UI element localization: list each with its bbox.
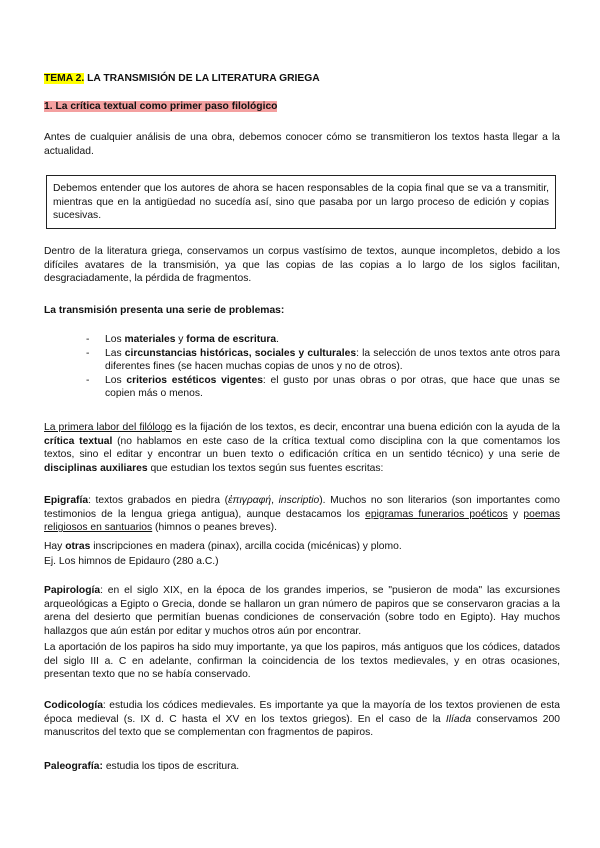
epigrafia-example: Ej. Los himnos de Epidauro (280 a.C.) <box>44 556 219 567</box>
corpus-paragraph: Dentro de la literatura griega, conservamos un corpus vastísimo de textos, aunque incompletos, debido a los difíciles avatares de la transmisión, ya que las copias de las copias a lo largo de los siglos facilitan, desgraciadamente, la pérdida de fragmentos. <box>44 246 560 285</box>
problems-list <box>86 333 560 401</box>
dash-bullet: - <box>86 347 90 359</box>
problems-heading: La transmisión presenta una serie de problemas: <box>44 305 285 316</box>
section-heading-text: 1. La crítica textual como primer paso filológico <box>44 101 278 112</box>
boxed-note: Debemos entender que los autores de ahora se hacen responsables de la copia final que se va a transmitir, mientras que en la antigüedad no sucedía así, sino que pasaba por un largo proceso de edición y copias sucesivas. <box>46 175 556 229</box>
paleografia-paragraph: Paleografía: estudia los tipos de escritura. <box>44 761 240 772</box>
epigrafia-other-line: Hay otras inscripciones en madera (pinax), arcilla cocida (micénicas) y plomo. <box>44 541 402 552</box>
epigrafia-paragraph: Epigrafía: textos grabados en piedra (ἐπιγραφή, inscriptio). Muchos no son literarios (son importantes como testimonios de la lengua griega antigua), aunque destacamos los epigramas funerarios poéticos y poemas religiosos en santuarios (himnos o peanes breves). <box>44 495 561 534</box>
list-item: - Las circunstancias históricas, sociales y culturales: la selección de unos textos ante otros para diferentes fines (se hacen muchas copias de unos y no de otros). <box>86 347 561 373</box>
codicologia-paragraph: Codicología: estudia los códices medievales. Es importante ya que la mayoría de los textos provienen de esta época medieval (s. IX d. C hasta el XV en los textos griegos). En el caso de la Ilíada conservamos 200 manuscritos del texto que se complementan con fragmentos de papiros. <box>44 700 560 739</box>
philologist-paragraph: La primera labor del filólogo es la fijación de los textos, es decir, encontrar una buena edición con la ayuda de la crítica textual (no hablamos en este caso de la crítica textual como disciplina con la que comentamos los textos, sino el editar y encontrar un buen texto o edificación crítica en un sentido técnico) y una serie de disciplinas auxiliares que estudian los textos según sus fuentes escritas: <box>44 422 561 474</box>
dash-bullet: - <box>86 374 90 386</box>
dash-bullet: - <box>86 334 90 345</box>
papirologia-paragraph-2: La aportación de los papiros ha sido muy importante, ya que los papiros, más antiguos que los códices, datados del siglo III a. C en adelante, confirman la coincidencia de los textos medievales, y en otras ocasiones, presentan texto que no se había conservado. <box>44 642 560 681</box>
document-title <box>44 72 560 86</box>
title-prefix: TEMA 2. <box>44 73 85 84</box>
list-item: - Los criterios estéticos vigentes: el gusto por unas obras o por otras, que hace que unas se copien más o menos. <box>86 374 560 400</box>
section-heading <box>44 100 560 114</box>
intro-paragraph: Antes de cualquier análisis de una obra, debemos conocer cómo se transmitieron los textos hasta llegar a la actualidad. <box>44 132 560 157</box>
list-item: - Los materiales y forma de escritura. <box>86 334 280 345</box>
title-text: LA TRANSMISIÓN DE LA LITERATURA GRIEGA <box>84 73 320 84</box>
papirologia-paragraph: Papirología: en el siglo XIX, en la época de los grandes imperios, se "pusieron de moda" las excursiones arqueológicas a Egipto o Grecia, donde se hallaron un gran número de papiros que se conservaron gracias a la arena del desierto que permitían buenas condiciones de conservación (sobre todo en Egipto). Hay muchos hallazgos que aún están por editar y muchos otros aún por encontrar. <box>44 585 560 637</box>
